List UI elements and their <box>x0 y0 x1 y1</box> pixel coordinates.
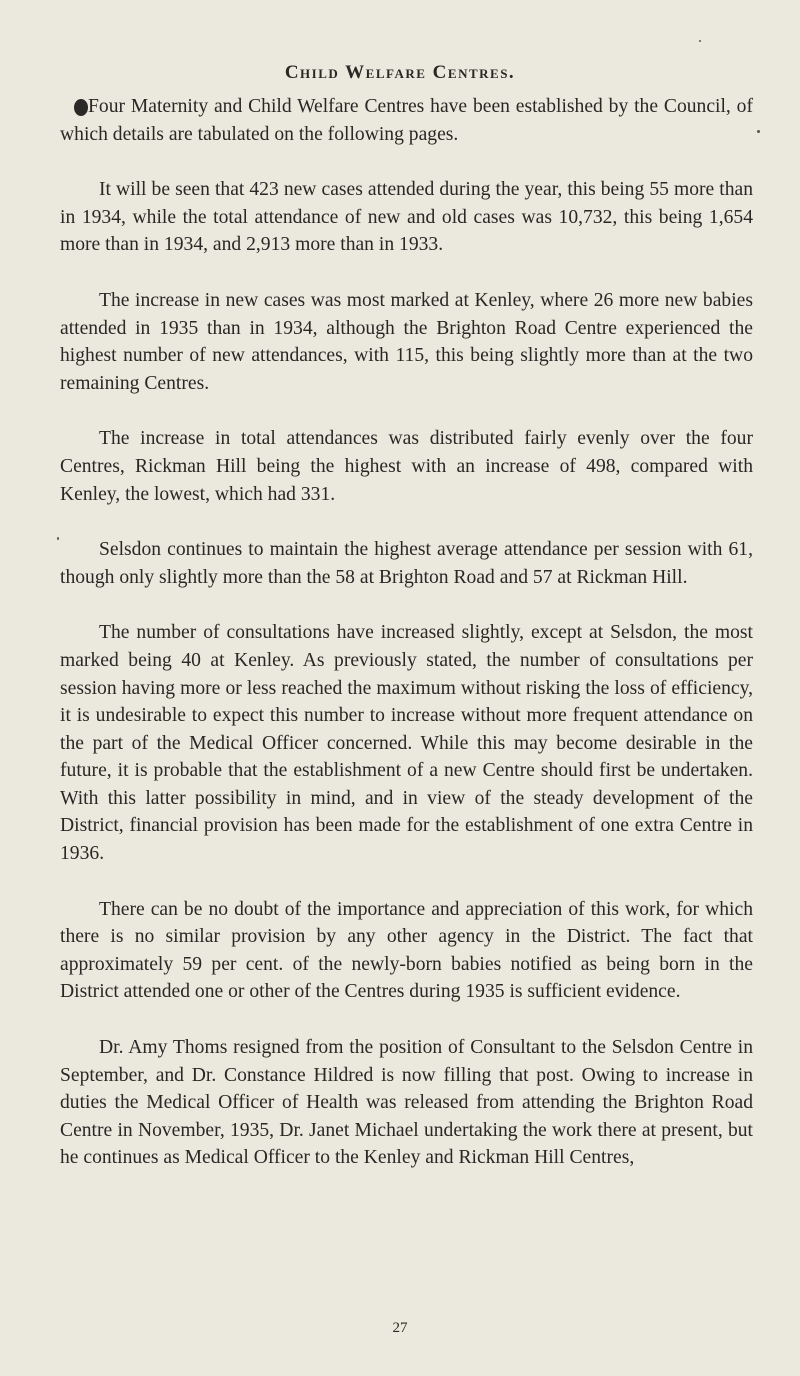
paragraph-1-text: Four Maternity and Child Welfare Centres have been established by the Council, of which details are tabulated on the following pages. <box>60 96 753 145</box>
page-number: 27 <box>392 1320 408 1336</box>
paragraph-4: The increase in total attendances was distributed fairly evenly over the four Centres, Rickman Hill being the highest with an increase of 498, compared with Kenley, the lowest, which had 331. <box>60 428 753 505</box>
document-body <box>60 93 753 1200</box>
paragraph-6: The number of consultations have increased slightly, except at Selsdon, the most marked being 40 at Kenley. As previously stated, the number of consultations per session having more or less reached the maximum without risking the loss of efficiency, it is undesirable to expect this number to increase without more frequent attendance on the part of the Medical Officer concerned. While this may become desirable in the future, it is probable that the establishment of a new Centre should first be undertaken. With this latter possibility in mind, and in view of the steady development of the District, financial provision has been made for the establishment of one extra Centre in 1936. <box>60 622 753 865</box>
paper-speck <box>57 537 59 540</box>
paragraph-5: Selsdon continues to maintain the highest average attendance per session with 61, though only slightly more than the 58 at Brighton Road and 57 at Rickman Hill. <box>60 539 753 588</box>
paragraph-3: The increase in new cases was most marked at Kenley, where 26 more new babies attended in 1935 than in 1934, although the Brighton Road Centre experienced the highest number of new attendances, with 115, this being slightly more than at the two remaining Centres. <box>60 289 753 394</box>
paper-speck <box>699 40 701 42</box>
paragraph-1 <box>60 93 753 148</box>
paper-speck <box>757 130 760 133</box>
ink-blot <box>74 99 88 116</box>
page-title: Child Welfare Centres. <box>284 62 516 83</box>
paragraph-7: There can be no doubt of the importance and appreciation of this work, for which there is no similar provision by any other agency in the District. The fact that approximately 59 per cent. of the newly-born babies notified as being born in the District attended one or other of the Centres during 1935 is sufficient evidence. <box>60 898 753 1003</box>
paragraph-8: Dr. Amy Thoms resigned from the position of Consultant to the Selsdon Centre in September, and Dr. Constance Hildred is now filling that post. Owing to increase in duties the Medical Officer of Health was released from attending the Brighton Road Centre in November, 1935, Dr. Janet Michael undertaking the work there at present, but he continues as Medical Officer to the Kenley and Rickman Hill Centres, <box>60 1037 753 1169</box>
paragraph-2: It will be seen that 423 new cases attended during the year, this being 55 more than in 1934, while the total attendance of new and old cases was 10,732, this being 1,654 more than in 1934, and 2,913 more than in 1933. <box>60 179 753 256</box>
